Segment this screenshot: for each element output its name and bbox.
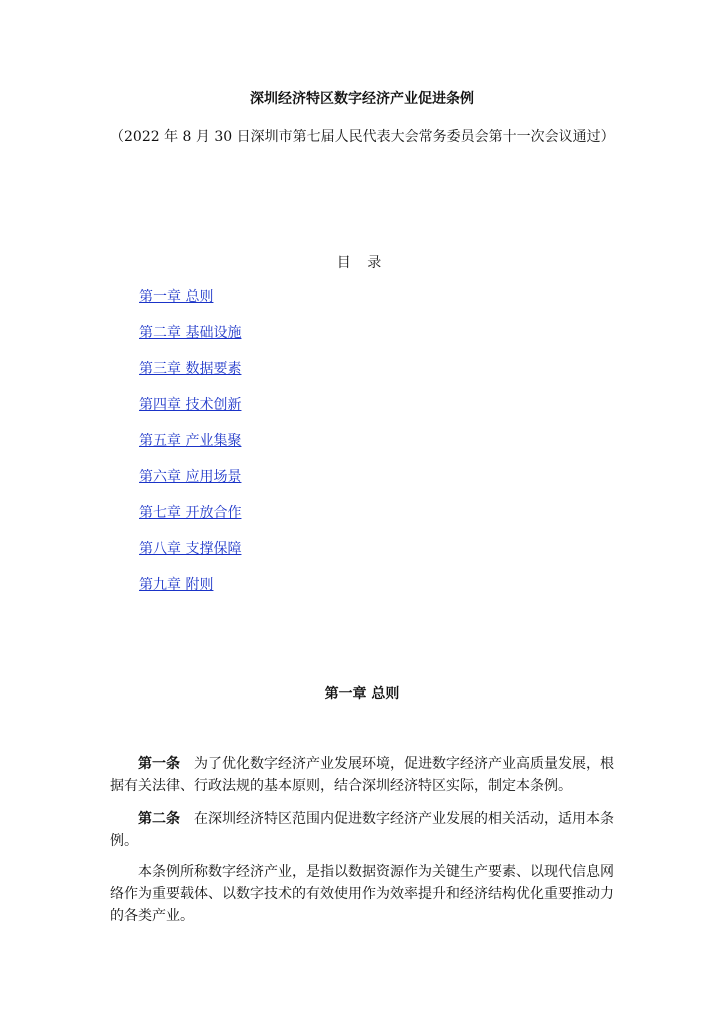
toc-item [139, 466, 241, 502]
chapter-heading: 第一章 总则 [324, 686, 400, 702]
toc-item [139, 286, 241, 322]
toc-heading: 目 录 [336, 255, 388, 271]
article-text: 在深圳经济特区范围内促进数字经济产业发展的相关活动，适用本条例。 [110, 811, 614, 849]
toc-item [139, 574, 241, 610]
toc-item [139, 358, 241, 394]
toc-item [139, 322, 241, 358]
document-title: 深圳经济特区数字经济产业促进条例 [250, 91, 474, 107]
toc-link-chapter-5[interactable]: 第五章 产业集聚 [139, 433, 242, 449]
body-paragraph: 本条例所称数字经济产业，是指以数据资源作为关键生产要素、以现代信息网络作为重要载体、以数字技术的有效使用作为效率提升和经济结构优化重要推动力的各类产业。 [110, 864, 614, 924]
article-label: 第二条 [138, 811, 180, 827]
toc-link-chapter-7[interactable]: 第七章 开放合作 [139, 505, 242, 521]
toc-link-chapter-8[interactable]: 第八章 支撑保障 [139, 541, 242, 557]
toc-item [139, 394, 241, 430]
toc-link-chapter-2[interactable]: 第二章 基础设施 [139, 325, 242, 341]
toc-link-chapter-6[interactable]: 第六章 应用场景 [139, 469, 242, 485]
toc-link-chapter-1[interactable]: 第一章 总则 [139, 289, 214, 305]
article-label: 第一条 [138, 756, 180, 772]
document-subtitle: （2022 年 8 月 30 日深圳市第七届人民代表大会常务委员会第十一次会议通过） [110, 129, 615, 145]
table-of-contents [139, 286, 241, 610]
article-text: 为了优化数字经济产业发展环境，促进数字经济产业高质量发展，根据有关法律、行政法规的基本原则，结合深圳经济特区实际，制定本条例。 [110, 756, 614, 794]
toc-item [139, 502, 241, 538]
article-2 [110, 808, 614, 852]
toc-link-chapter-9[interactable]: 第九章 附则 [139, 577, 214, 593]
toc-item [139, 430, 241, 466]
article-1 [110, 753, 614, 797]
toc-link-chapter-3[interactable]: 第三章 数据要素 [139, 361, 242, 377]
toc-item [139, 538, 241, 574]
toc-link-chapter-4[interactable]: 第四章 技术创新 [139, 397, 242, 413]
